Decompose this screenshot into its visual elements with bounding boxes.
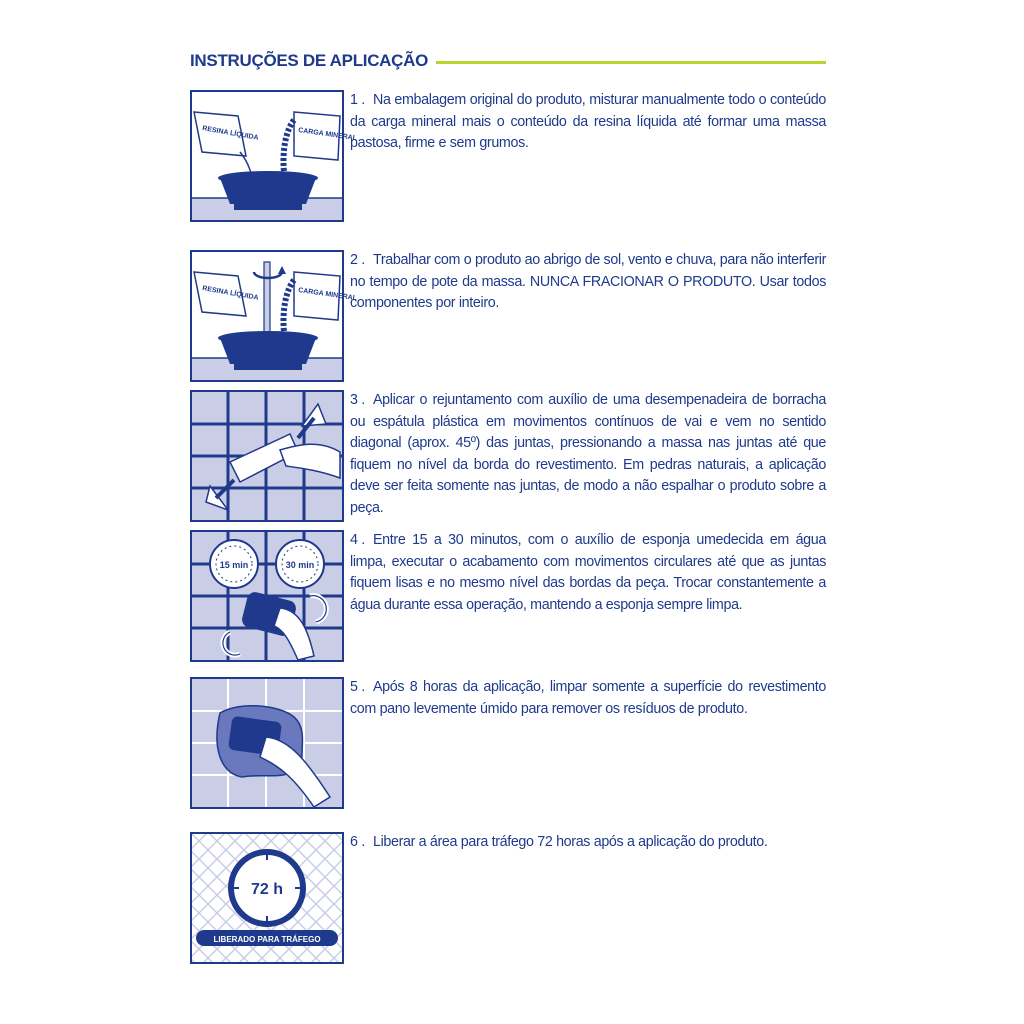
clock-72h-icon bbox=[190, 832, 344, 962]
step-5 bbox=[190, 677, 830, 809]
resina-label: RESINA LÍQUIDA bbox=[201, 125, 259, 142]
step-description: Na embalagem original do produto, misturar manualmente todo o conteúdo da carga mineral mais o conteúdo da resina líquida até formar uma massa pastosa, firme e sem grumos. bbox=[350, 92, 826, 151]
step-2 bbox=[190, 250, 830, 382]
title-underline bbox=[436, 61, 826, 64]
step-number: 3 . bbox=[350, 392, 365, 408]
step-description: Liberar a área para tráfego 72 horas após a aplicação do produto. bbox=[373, 834, 768, 850]
step-6-text bbox=[350, 832, 826, 854]
step-number: 1 . bbox=[350, 92, 365, 108]
trowel-diagonal-icon bbox=[190, 390, 344, 520]
step-number: 4 . bbox=[350, 532, 365, 548]
section-header bbox=[190, 50, 826, 72]
step-4-text bbox=[350, 530, 826, 616]
step-4 bbox=[190, 530, 830, 662]
step-description: Entre 15 a 30 minutos, com o auxílio de esponja umedecida em água limpa, executar o acabamento com movimentos circulares até que as juntas fiquem lisas e no mesmo nível das bordas da peça. Trocar constantemente a água durante essa operação, mantendo a esponja sempre limpa. bbox=[350, 532, 826, 613]
sponge-timer-icon bbox=[190, 530, 344, 660]
mixing-bowl-icon bbox=[190, 90, 358, 220]
resina-label: RESINA LÍQUIDA bbox=[201, 285, 259, 302]
mixing-stir-icon bbox=[190, 250, 358, 380]
timer-30-label: 30 min bbox=[285, 560, 315, 570]
cloth-wipe-icon bbox=[190, 677, 344, 807]
step-1 bbox=[190, 90, 830, 222]
carga-label: CARGA MINERAL bbox=[297, 287, 358, 303]
step-description: Aplicar o rejuntamento com auxílio de uma desempenadeira de borracha ou espátula plástica em movimentos contínuos de vai e vem no sentido diagonal (aprox. 45º) das juntas, pressionando a massa nas juntas até que fiquem no nível da borda do revestimento. Em pedras naturais, a aplicação deve ser feita somente nas juntas, de modo a não espalhar o produto sobre a peça. bbox=[350, 392, 826, 516]
step-5-text bbox=[350, 677, 826, 720]
carga-label: CARGA MINERAL bbox=[297, 127, 358, 143]
step-description: Trabalhar com o produto ao abrigo de sol, vento e chuva, para não interferir no tempo de pote da massa. NUNCA FRACIONAR O PRODUTO. Usar todos componentes por inteiro. bbox=[350, 252, 826, 311]
step-6 bbox=[190, 832, 830, 964]
traffic-release-label: LIBERADO PARA TRÁFEGO bbox=[213, 935, 321, 944]
step-number: 2 . bbox=[350, 252, 365, 268]
step-1-text bbox=[350, 90, 826, 155]
section-title: INSTRUÇÕES DE APLICAÇÃO bbox=[190, 51, 429, 70]
step-3-text bbox=[350, 390, 826, 519]
step-3 bbox=[190, 390, 830, 522]
hours-label: 72 h bbox=[250, 881, 284, 898]
step-description: Após 8 horas da aplicação, limpar somente a superfície do revestimento com pano levemente úmido para remover os resíduos de produto. bbox=[350, 679, 826, 717]
step-2-text bbox=[350, 250, 826, 315]
step-number: 6 . bbox=[350, 834, 365, 850]
step-number: 5 . bbox=[350, 679, 365, 695]
timer-15-label: 15 min bbox=[219, 560, 249, 570]
